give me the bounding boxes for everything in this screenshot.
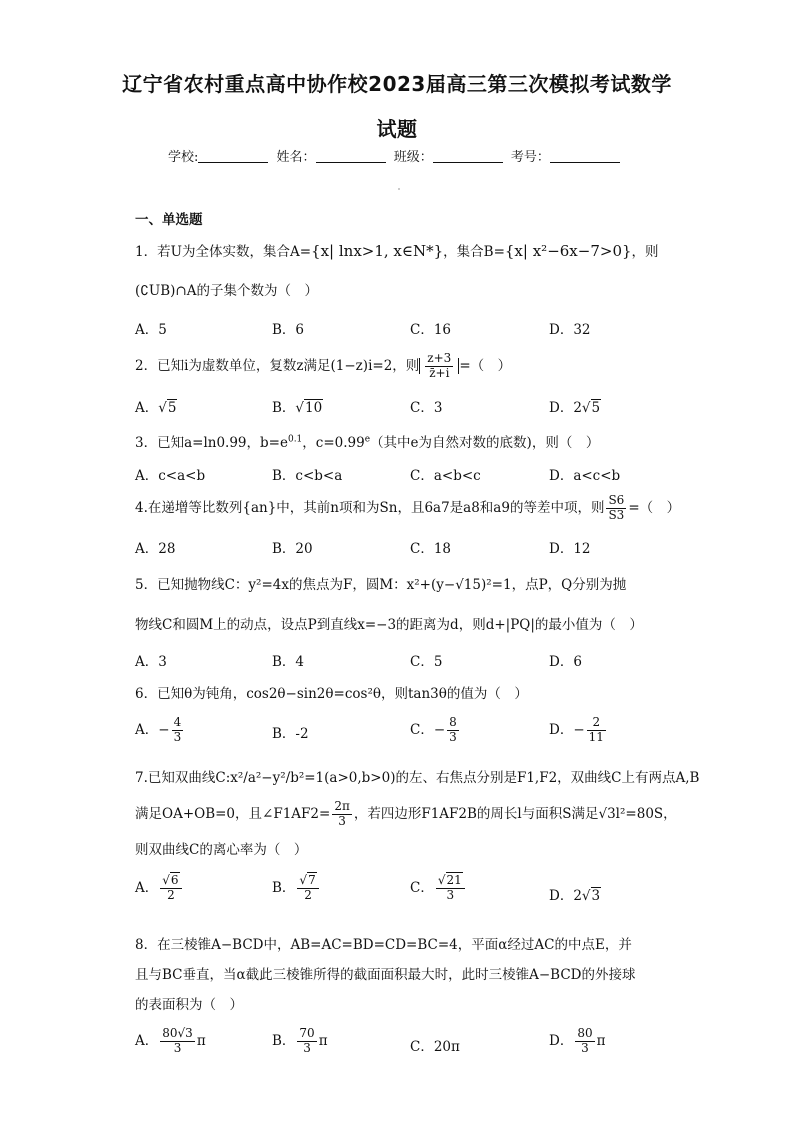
q7-option-b-label: B． — [272, 879, 296, 896]
q7-d-radicand: 3 — [591, 888, 601, 904]
q8-option-d-frac — [575, 1027, 594, 1056]
q5-line2: 物线C和圆M上的动点，设点P到直线x=−3的距离为d，则d+|PQ|的最小值为（ ） — [135, 617, 643, 633]
q5-option-d[interactable]: D．6 — [549, 654, 582, 670]
q2-option-d-radicand: 5 — [591, 400, 601, 416]
q8-option-d[interactable] — [549, 1027, 605, 1056]
q5-line1: 5．已知抛物线C：y²=4x的焦点为F，圆M：x²+(y−√15)²=1，点P，Q分别为抛 — [135, 577, 627, 593]
q8-b-num: 70 — [299, 1026, 315, 1040]
q6-option-b[interactable]: B．-2 — [272, 726, 309, 742]
q1-intro: 1．若U为全体实数，集合A= — [135, 244, 312, 260]
q6-option-a-frac — [172, 716, 184, 745]
q1-line2: (∁UB)∩A的子集个数为（ ） — [135, 283, 318, 299]
q2-option-b-radicand: 10 — [305, 400, 323, 416]
q4-option-c[interactable]: C．18 — [410, 541, 452, 557]
q3-exp1: 0.1 — [287, 434, 303, 445]
q4-stem — [135, 494, 680, 523]
class-blank[interactable] — [433, 150, 503, 163]
q6-option-c[interactable]: C．− $\frac{8}{3}$ — [410, 715, 457, 744]
q8-option-b-frac — [297, 1027, 316, 1056]
q7-c-radicand: 21 — [446, 873, 462, 887]
q2-option-b-label: B． — [272, 400, 296, 416]
q8-d-den: 3 — [581, 1040, 589, 1055]
q4-fraction — [606, 494, 626, 523]
q7-option-a-frac — [160, 874, 181, 903]
q1-setA: {x| lnx>1, x∈N*} — [311, 242, 444, 260]
q2-fraction — [425, 352, 453, 381]
q8-option-a-frac — [160, 1027, 195, 1056]
q7-angle-num: 2π — [334, 799, 350, 813]
q4-stem-end: =（ ） — [628, 499, 681, 516]
q8-d-pi: π — [596, 1032, 606, 1049]
q4-frac-num: S6 — [608, 493, 625, 507]
q7-line2-a: 满足OA+OB=0，且∠F1AF2= — [135, 805, 331, 822]
q7-option-d[interactable]: D．2√3 — [549, 888, 601, 904]
q7-a-num: √6 — [160, 874, 181, 889]
q2-stem-b: =（ ） — [459, 357, 512, 374]
q2-option-b[interactable]: B．√10 — [272, 400, 323, 416]
q7-option-b-frac — [297, 874, 318, 903]
q7-option-c[interactable] — [410, 874, 467, 903]
q6-c-den: 3 — [449, 729, 457, 744]
q7-angle-frac — [332, 800, 352, 829]
q8-option-a-label: A． — [135, 1032, 159, 1049]
q7-a-den: 2 — [167, 887, 175, 902]
exam-title-line2: 试题 — [376, 117, 418, 141]
name-blank[interactable] — [316, 150, 386, 163]
q7-line2-b: ，若四边形F1AF2B的周长l与面积S满足√3l²=80S， — [353, 805, 677, 822]
q8-option-d-label: D． — [549, 1032, 574, 1049]
q7-c-den: 3 — [446, 887, 455, 902]
q7-line1: 7.已知双曲线C:x²/a²−y²/b²=1(a>0,b>0)的左、右焦点分别是F1,F2，双曲线C上有两点A,B — [135, 770, 700, 786]
exam-title-line1: 辽宁省农村重点高中协作校2023届高三第三次模拟考试数学 — [122, 72, 672, 96]
q5-option-a[interactable]: A．3 — [135, 654, 167, 670]
exam-no-blank[interactable] — [550, 150, 620, 163]
q6-option-d[interactable]: D．− $\frac{2}{11}$ — [549, 715, 604, 744]
q2-option-a-radicand: 5 — [167, 400, 177, 416]
q7-option-a-label: A． — [135, 879, 159, 896]
q8-d-num: 80 — [577, 1026, 593, 1040]
q7-b-num: √7 — [297, 874, 318, 889]
q3-stem-a: 3．已知a=ln0.99，b=e — [135, 435, 288, 451]
exam-no-label: 考号： — [510, 150, 550, 165]
q1-option-b[interactable]: B．6 — [272, 322, 305, 338]
school-blank[interactable] — [198, 150, 268, 163]
q4-stem-text: 4.在递增等比数列{an}中，其前n项和为Sn，且6a7是a8和a9的等差中项，则 — [135, 499, 605, 516]
q8-option-b[interactable] — [272, 1027, 328, 1056]
q7-angle-den: 3 — [338, 813, 346, 828]
q6-d-num: 2 — [587, 716, 606, 731]
school-label: 学校: — [168, 150, 199, 165]
q1-option-a[interactable]: A．5 — [135, 322, 167, 338]
q2-option-d[interactable]: D．2√5 — [549, 400, 601, 416]
q7-b-den: 2 — [304, 887, 312, 902]
q6-d-den: 11 — [588, 729, 604, 744]
q7-option-a[interactable] — [135, 874, 184, 903]
q3-stem — [135, 431, 599, 451]
q3-stem-end: （其中e为自然对数的底数)，则（ ） — [370, 435, 600, 451]
scan-dot — [398, 188, 400, 190]
q8-option-c[interactable]: C．20π — [410, 1039, 460, 1055]
q7-c-num: √21 — [436, 874, 465, 889]
q8-a-num: 80√3 — [162, 1026, 193, 1040]
q1-mid: ，集合B= — [443, 244, 505, 260]
q6-option-a-label: A． — [135, 721, 159, 738]
q4-frac-den: S3 — [608, 507, 625, 522]
q6-option-d-frac — [587, 716, 606, 745]
q8-b-den: 3 — [303, 1040, 311, 1055]
class-label: 班级： — [393, 150, 433, 165]
q3-option-c[interactable]: C．a<b<c — [410, 468, 481, 484]
q2-abs — [419, 351, 459, 380]
q1-option-d[interactable]: D．32 — [549, 322, 591, 338]
q5-option-c[interactable]: C．5 — [410, 654, 443, 670]
q7-a-radicand: 6 — [170, 873, 179, 887]
student-info-row — [168, 146, 624, 165]
q8-b-pi: π — [318, 1032, 328, 1049]
q8-a-pi: π — [196, 1032, 206, 1049]
q6-option-c-label: C． — [410, 721, 434, 738]
q7-option-b[interactable] — [272, 874, 321, 903]
q2-option-c[interactable]: C．3 — [410, 400, 443, 416]
name-label: 姓名： — [276, 150, 316, 165]
q1-option-c[interactable]: C．16 — [410, 322, 452, 338]
q3-exp2: e — [364, 434, 371, 445]
q7-option-c-label: C． — [410, 879, 434, 896]
q2-stem-a: 2．已知i为虚数单位，复数z满足(1−z)i=2，则 — [135, 357, 420, 374]
q2-option-a-label: A． — [135, 400, 159, 416]
q2-frac-num: z+3 — [427, 351, 452, 365]
q6-stem: 6．已知θ为钝角，cos2θ−sin2θ=cos²θ，则tan3θ的值为（ ） — [135, 686, 528, 702]
q4-option-d[interactable]: D．12 — [549, 541, 591, 557]
q3-option-a[interactable]: A．c<a<b — [135, 468, 206, 484]
q6-a-den: 3 — [173, 729, 182, 744]
q3-option-b[interactable]: B．c<b<a — [272, 468, 343, 484]
q4-option-a[interactable]: A．28 — [135, 541, 176, 557]
q1-end: ，则 — [631, 244, 659, 260]
q8-a-den: 3 — [173, 1040, 182, 1055]
q5-option-b[interactable]: B．4 — [272, 654, 305, 670]
q7-option-c-frac — [436, 874, 465, 903]
q7-line2 — [135, 800, 677, 829]
q8-line3: 的表面积为（ ） — [135, 997, 243, 1013]
q6-option-a[interactable]: A．− $\frac{4}{3}$ — [135, 715, 182, 744]
q8-option-a[interactable] — [135, 1027, 206, 1056]
q7-line3: 则双曲线C的离心率为（ ） — [135, 842, 308, 858]
q6-option-c-frac — [447, 716, 459, 745]
q2-option-d-label: D．2 — [549, 400, 582, 416]
q2-stem — [135, 352, 511, 381]
q3-stem-mid: ，c=0.99 — [302, 435, 365, 451]
q2-option-a[interactable]: A．√5 — [135, 400, 177, 416]
q6-option-d-label: D． — [549, 721, 574, 738]
q7-b-radicand: 7 — [308, 873, 316, 887]
section-title: 一、单选题 — [135, 212, 203, 228]
q6-a-num: 4 — [173, 715, 182, 729]
q7-option-d-label: D．2 — [549, 888, 582, 904]
q1-setB: {x| x²−6x−7>0} — [504, 242, 632, 260]
q6-c-num: 8 — [449, 715, 457, 729]
q3-option-d[interactable]: D．a<c<b — [549, 468, 621, 484]
q8-line2: 且与BC垂直，当α截此三棱锥所得的截面面积最大时，此时三棱锥A−BCD的外接球 — [135, 967, 636, 983]
q2-frac-den: z̄+i — [429, 365, 450, 380]
q8-option-b-label: B． — [272, 1032, 296, 1049]
q4-option-b[interactable]: B．20 — [272, 541, 313, 557]
q8-line1: 8．在三棱锥A−BCD中，AB=AC=BD=CD=BC=4，平面α经过AC的中点E，并 — [135, 937, 632, 953]
q1-line1 — [135, 240, 659, 260]
